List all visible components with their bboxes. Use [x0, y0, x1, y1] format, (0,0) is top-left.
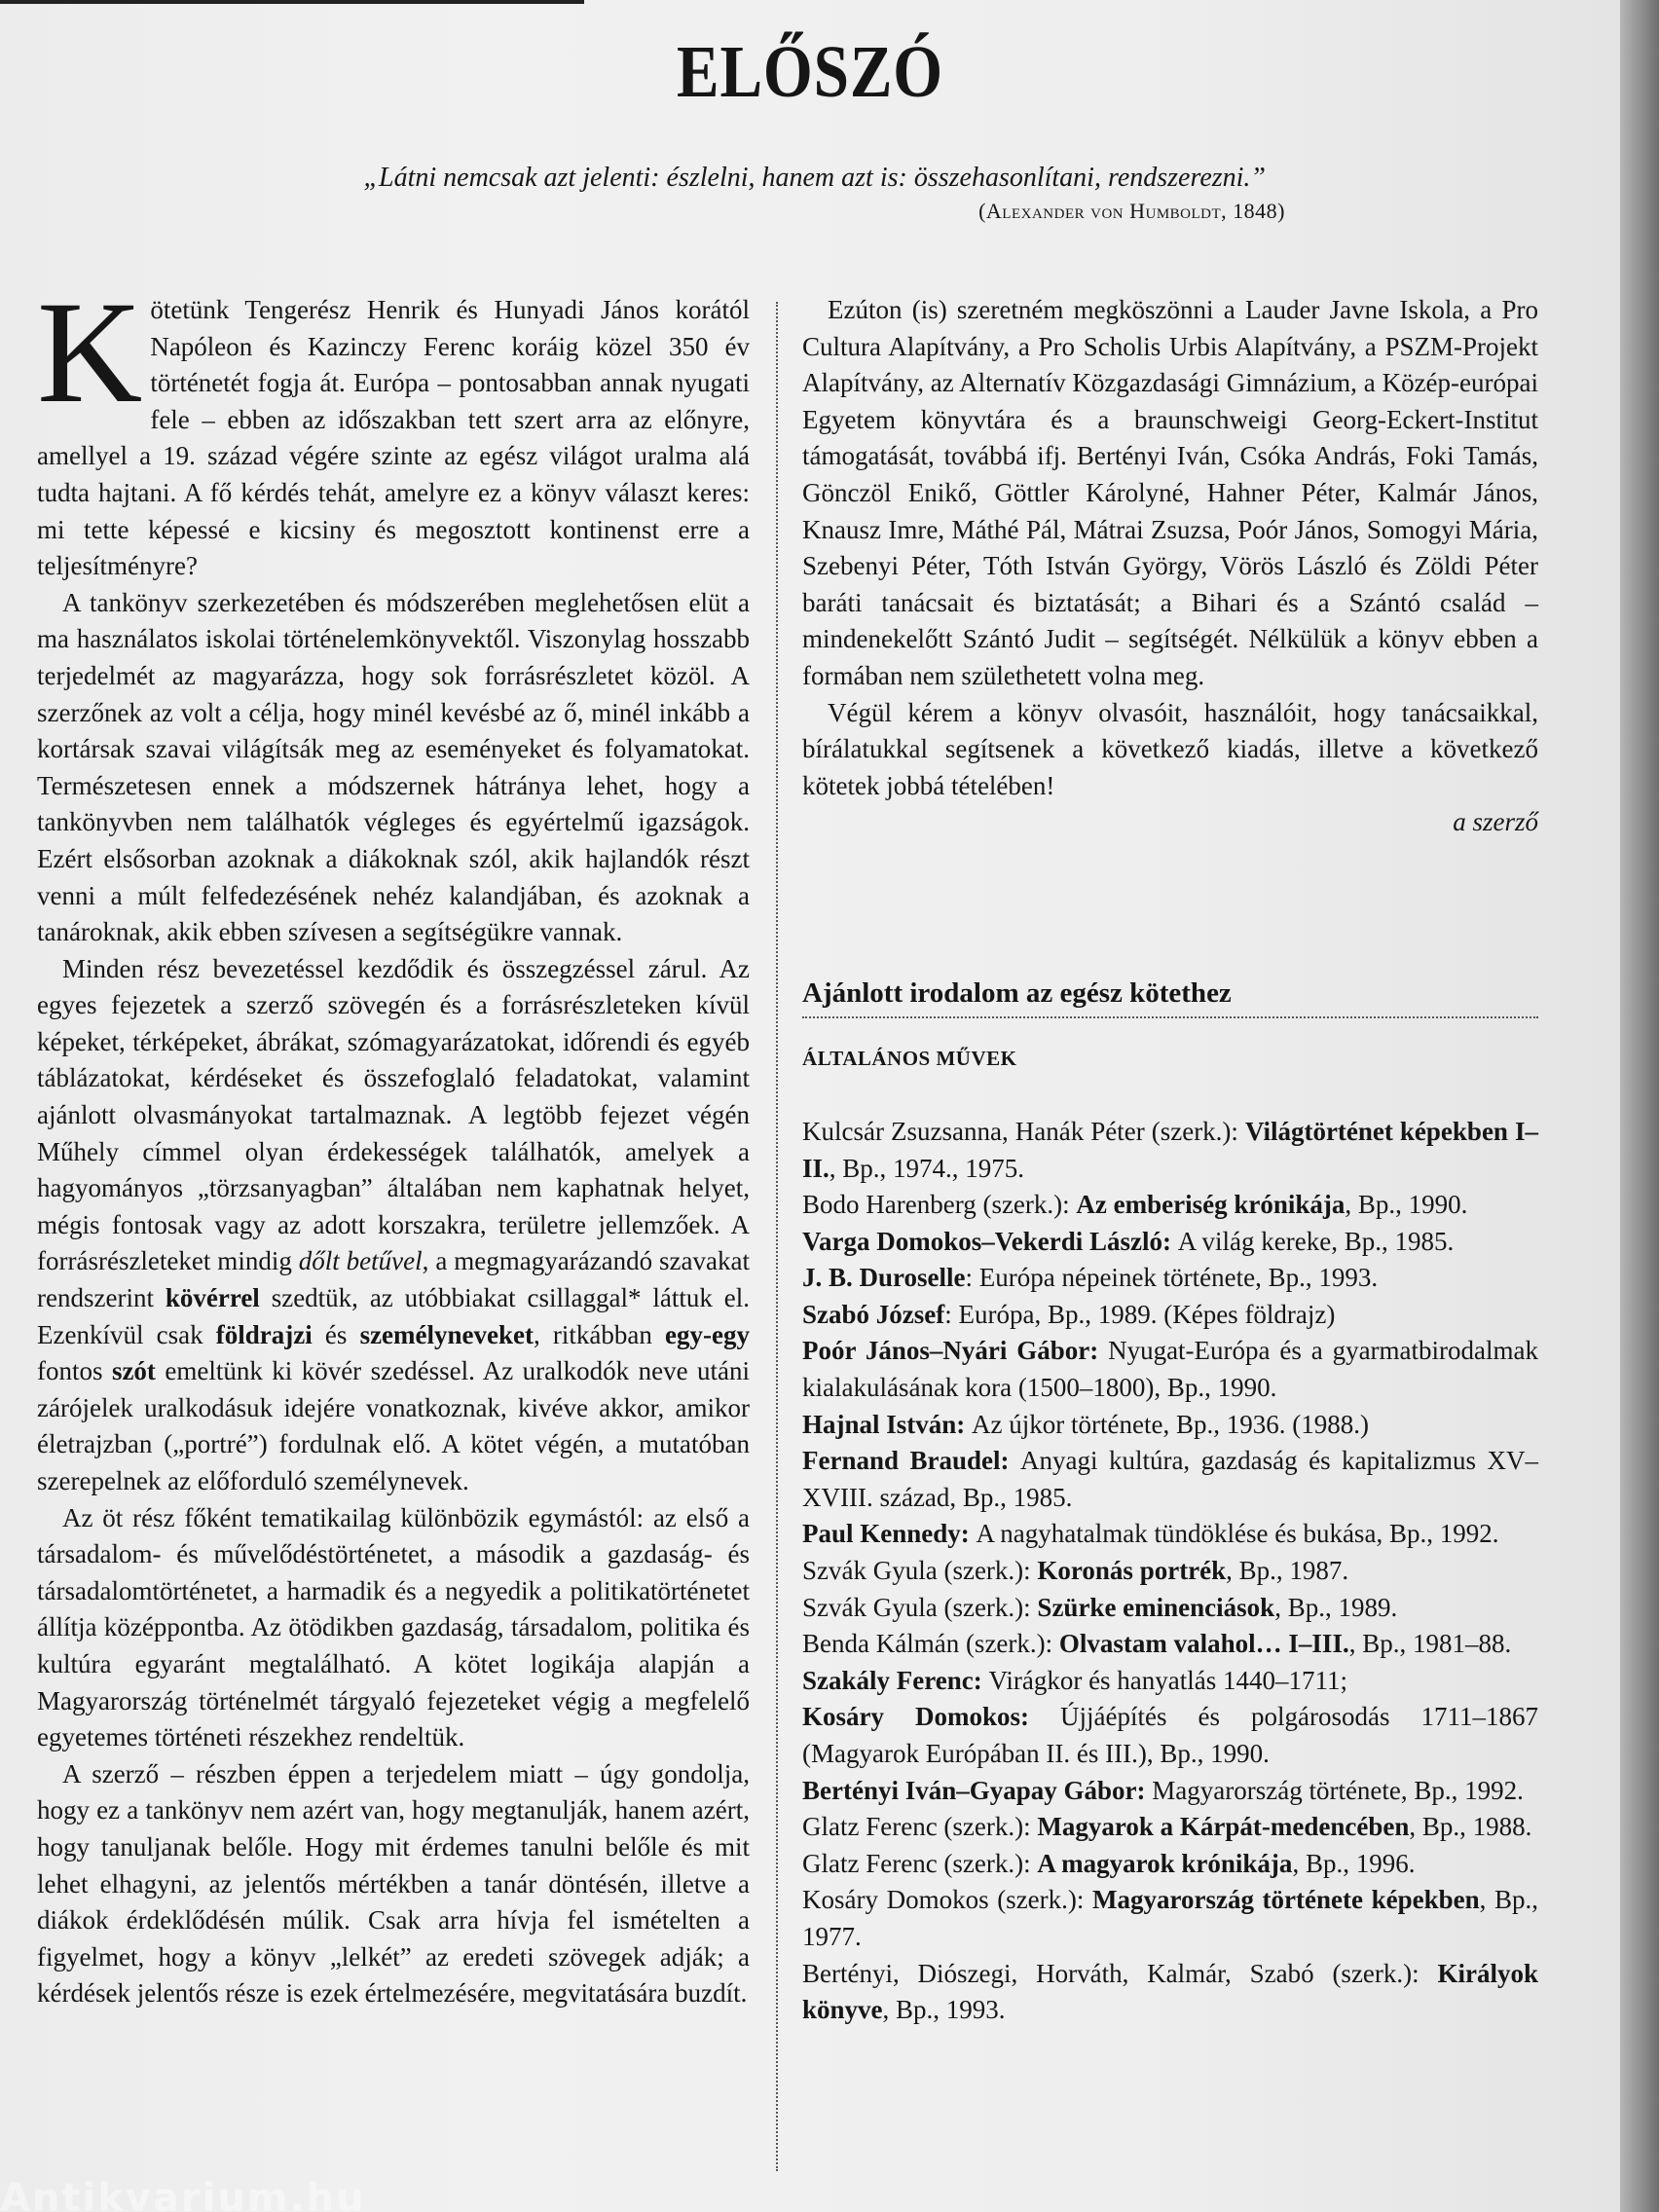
reference-title: A nagyhatalmak tündöklése és bukása — [976, 1519, 1377, 1549]
paragraph-purpose: A szerző – részben éppen a terjedelem miatt – úgy gondolja, hogy ez a tankönyv nem azért van, hogy megtanulják, hanem azért, hogy tanuljanak belőle. Hogy mit érdemes tanulni belőle és mit lehet elhagyni, az jelentős mértékben a tanár döntésén, illetve a diákok érdeklődésén múlik. Csak arra hívja fel ismételten a figyelmet, hogy a könyv „lelkét” az eredeti szövegek adják; a kérdések jelentős része is ezek értelmezésére, megvitatására buzdít. — [37, 1758, 750, 2009]
paragraph-acknowledgements: Ezúton (is) szeretném megköszönni a Lauder Javne Iskola, a Pro Cultura Alapítvány, a Pro Scholis Urbis Alapítvány, a PSZM-Projekt Alapítvány, az Alternatív Közgazdasági Gimnázium, a Közép-európai Egyetem könyvtára és a braunschweigi Georg-Eckert-Institut támogatását, továbbá ifj. Bertényi Iván, Csóka András, Foki Tamás, Gönczöl Enikő, Göttler Károlyné, Hahner Péter, Kalmár János, Knausz Imre, Máthé Pál, Mátrai Zsuzsa, Poór János, Somogyi Mária, Szebenyi Péter, Tóth István György, Vörös László és Zöldi Péter baráti tanácsait és biztatását; a Bihari és a Szántó család – mindenekelőtt Szántó Judit – segítségét. Nélkülük a könyv ebben a formában nem születhetett volna meg. — [802, 295, 1538, 690]
reference-item — [802, 1333, 1538, 1406]
reference-item — [802, 1187, 1538, 1224]
reference-author: Varga Domokos–Vekerdi László: — [802, 1226, 1178, 1256]
reference-title: Olvastam valahol… I–III. — [1058, 1629, 1349, 1659]
reference-item — [802, 1626, 1538, 1663]
reference-title: Magyarok a Kárpát-medencében — [1037, 1812, 1410, 1842]
reference-title: Szürke eminenciások — [1037, 1592, 1275, 1622]
reference-publication: , Bp., 1988. — [1409, 1812, 1532, 1842]
reference-item — [802, 1590, 1538, 1627]
paragraph-request: Végül kérem a könyv olvasóit, használóit, hogy tanácsaikkal, bírálatukkal segítsenek a következő kiadás, illetve a következő kötetek jobbá tételében! — [802, 697, 1538, 800]
paragraph-intro — [37, 272, 750, 585]
reference-publication: , Bp., 1985. — [949, 1482, 1073, 1512]
reference-item — [802, 1699, 1538, 1772]
reference-title: Anyagi kultúra, gazdaság és kapitalizmus XV–XVIII. század — [802, 1446, 1539, 1512]
reference-publication: , Bp., 1985. — [1331, 1226, 1455, 1256]
watermark: Antikvarium.hu — [0, 2176, 366, 2212]
reference-item — [802, 1846, 1538, 1883]
reference-item — [802, 1114, 1538, 1187]
bold-example: kövérrel — [165, 1283, 260, 1313]
top-rule — [0, 0, 584, 4]
reference-publication: , Bp., 1989. — [1274, 1592, 1398, 1622]
reference-title: Koronás portrék — [1037, 1556, 1227, 1586]
reference-title: Az emberiség krónikája — [1076, 1190, 1346, 1220]
reference-title: : Európa népeinek története — [965, 1263, 1256, 1293]
reference-title: A magyarok krónikája — [1037, 1848, 1293, 1878]
literature-heading: Ajánlott irodalom az egész kötethez — [802, 974, 1538, 1018]
reference-item — [802, 1663, 1538, 1700]
reference-title: Nyugat-Európa és a gyarmatbirodalmak kialakulásának kora (1500–1800) — [802, 1336, 1538, 1403]
reference-author: Poór János–Nyári Gábor: — [802, 1336, 1109, 1366]
reference-title: Királyok könyve — [802, 1958, 1538, 2025]
right-column — [802, 292, 1538, 2029]
italic-example: dőlt betűvel — [298, 1246, 423, 1276]
paragraph-structure: A tankönyv szerkezetében és módszerében meglehetősen elüt a ma használatos iskolai történelemkönyvektől. Viszonylag hosszabb terjedelmét az magyarázza, hogy sok forrásrészletet közöl. A szerzőnek az volt a célja, hogy minél kevésbé az ő, minél inkább a kortársak szavai világítsák meg az eseményeket és folyamatokat. Természetesen ennek a módszernek hátránya lehet, hogy a tankönyvben nem találhatók végleges és egyértelmű igazságok. Ezért elsősorban azoknak a diákoknak szól, akik hajlandók részt venni a múlt felfedezésének nehéz kalandjában, és azoknak a tanároknak, akik ebben szívesen a segítségükre vannak. — [37, 587, 750, 947]
reference-item — [802, 1260, 1538, 1297]
reference-author: J. B. Duroselle — [802, 1263, 966, 1293]
reference-author: Kosáry Domokos (szerk.): — [802, 1885, 1092, 1915]
reference-author: Benda Kálmán (szerk.): — [802, 1629, 1059, 1659]
reference-item — [802, 1297, 1538, 1334]
reference-item — [802, 1956, 1538, 2029]
reference-author: Bertényi, Diószegi, Horváth, Kalmár, Szabó (szerk.): — [802, 1958, 1438, 1988]
column-divider — [776, 302, 778, 2171]
reference-author: Glatz Ferenc (szerk.): — [802, 1812, 1038, 1842]
left-column — [37, 272, 750, 2012]
author-signature: a szerző — [1453, 807, 1538, 837]
reference-item — [802, 1443, 1538, 1516]
reference-item — [802, 1516, 1538, 1553]
motto-source: (Alexander von Humboldt, 1848) — [978, 199, 1285, 223]
reference-item — [802, 1553, 1538, 1590]
reference-publication: , Bp., 1977. — [802, 1885, 1538, 1951]
reference-item — [802, 1773, 1538, 1810]
drop-cap: K — [37, 272, 143, 433]
paragraph-chapters: Minden rész bevezetéssel kezdődik és összegzéssel zárul. Az egyes fejezetek a szerző szövegén és a forrásrészleteken kívül képeket, térképeket, ábrákat, szómagyarázatokat, időrendi és egyéb táblázatokat, kérdéseket és összefoglaló feladatokat, valamint ajánlott olvasmányokat tartalmaznak. A legtöbb fejezet végén Műhely címmel olyan érdekességek találhatók, amelyek a hagyományos „törzsanyagban” általában nem kaphatnak helyet, mégis fontosak vagy az adott korszakra, területre jellemzőek. A forrásrészleteket mindig dőlt betűvel, a megmagyarázandó szavakat rendszerint kövérrel szedtük, az utóbbiakat csillaggal* láttuk el. Ezenkívül csak földrajzi és személyneveket, ritkábban egy-egy fontos szót emeltünk ki kövér szedéssel. Az uralkodók neve utáni zárójelek uralkodásuk idejére vonatkoznak, kivéve akkor, amikor életrajzban („portré”) fordulnak elő. A kötet végén, a mutatóban szerepelnek az előforduló személynevek. — [37, 953, 750, 1495]
reference-publication: , Bp., 1992. — [1376, 1519, 1499, 1549]
page-title: ELŐSZÓ — [677, 31, 943, 113]
reference-item — [802, 1224, 1538, 1261]
reference-title: Virágkor és hanyatlás 1440–1711 — [988, 1665, 1341, 1695]
reference-item — [802, 1407, 1538, 1444]
reference-publication: , Bp., 1990. — [1345, 1190, 1468, 1220]
reference-publication: , Bp., 1974., 1975. — [829, 1153, 1025, 1183]
reference-author: Paul Kennedy: — [802, 1519, 977, 1549]
reference-publication: , Bp., 1981–88. — [1348, 1629, 1512, 1659]
reference-publication: , Bp., 1993. — [1255, 1263, 1379, 1293]
reference-publication: , Bp., 1936. (1988.) — [1162, 1409, 1369, 1439]
reference-publication: , Bp., 1989. (Képes földrajz) — [1034, 1299, 1336, 1329]
reference-title: Újjáépítés és polgárosodás 1711–1867 (Magyarok Európában II. és III.) — [802, 1702, 1538, 1768]
reference-author: Szabó József — [802, 1299, 945, 1329]
page-edge — [1620, 0, 1659, 2212]
literature-subheading: ÁLTALÁNOS MŰVEK — [802, 1046, 1017, 1070]
reference-author: Hajnal István: — [802, 1409, 973, 1439]
motto-quote: „Látni nemcsak azt jelenti: észlelni, hanem azt is: összehasonlítani, rendszerezni.” — [363, 163, 1266, 193]
reference-title: A világ kereke — [1177, 1226, 1332, 1256]
reference-item — [802, 1882, 1538, 1955]
reference-publication: , Bp., 1992. — [1400, 1775, 1524, 1805]
reference-author: Kulcsár Zsuzsanna, Hanák Péter (szerk.): — [802, 1116, 1245, 1146]
reference-title: Világtörténet képekben I–II. — [802, 1116, 1538, 1183]
reference-author: Bertényi Iván–Gyapay Gábor: — [802, 1775, 1153, 1805]
reference-publication: , Bp., 1987. — [1226, 1556, 1349, 1586]
reference-title: Az újkor története — [972, 1409, 1163, 1439]
reference-author: Szvák Gyula (szerk.): — [802, 1592, 1038, 1622]
paragraph-intro-text: ötetünk Tengerész Henrik és Hunyadi János korától Napóleon és Kazinczy Ferenc koráig közel 350 év történetét fogja át. Európa – pontosabban annak nyugati fele – ebben az időszakban tett szert arra az előnyre, amellyel a 19. század végére szinte az egész világot uralma alá tudta hajtani. A fő kérdés tehát, amelyre ez a könyv választ keres: mi tette képessé e kicsiny és megosztott kontinenst erre a teljesítményre? — [37, 295, 750, 581]
reference-title: : Európa — [944, 1299, 1035, 1329]
reference-publication: , Bp., 1996. — [1292, 1848, 1416, 1878]
reference-list — [802, 1114, 1538, 2029]
paragraph-parts: Az öt rész főként tematikailag különbözik egymástól: az első a társadalom- és művelődéstörténetet, a második a gazdaság- és társadalomtörténetet, a harmadik és a negyedik a politikatörténetet állítja középpontba. Az ötödikben gazdaság, társadalom, politika és kultúra egyaránt megtalálható. A kötet logikája alapján a Magyarország történelmét tárgyaló fejezeteket végig a megfelelő egyetemes történeti részekhez rendeltük. — [37, 1502, 750, 1752]
reference-item — [802, 1809, 1538, 1846]
reference-publication: , Bp., 1990. — [1146, 1739, 1270, 1768]
reference-author: Bodo Harenberg (szerk.): — [802, 1190, 1077, 1220]
reference-title: Magyarország története képekben — [1092, 1885, 1480, 1915]
reference-title: Magyarország története — [1152, 1775, 1401, 1805]
reference-publication: ; — [1340, 1665, 1348, 1695]
reference-publication: , Bp., 1993. — [882, 1995, 1006, 2025]
reference-author: Szvák Gyula (szerk.): — [802, 1556, 1038, 1586]
reference-author: Kosáry Domokos: — [802, 1702, 1061, 1732]
reference-author: Szakály Ferenc: — [802, 1665, 989, 1695]
reference-publication: , Bp., 1990. — [1154, 1373, 1277, 1403]
reference-author: Fernand Braudel: — [802, 1446, 1020, 1476]
reference-author: Glatz Ferenc (szerk.): — [802, 1848, 1038, 1878]
